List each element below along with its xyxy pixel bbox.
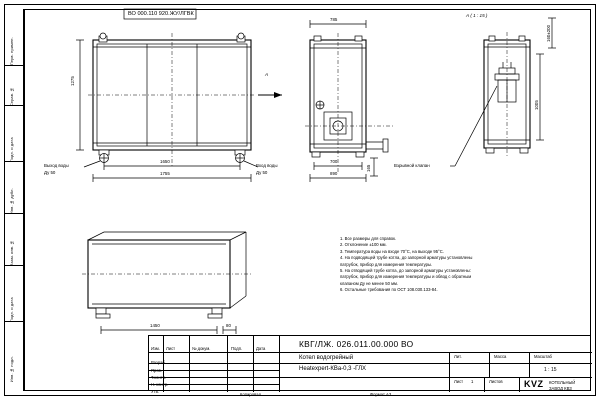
tb-role-prov: Пров. <box>151 368 163 373</box>
note-item: 1. Все размеры для справок. <box>340 236 397 241</box>
label-explosion-valve: Взрывной клапан <box>394 163 430 168</box>
margin-label-inv-podl: Инв. № подл. <box>10 356 14 382</box>
margin-label-inv-dubl: Инв. № дубл. <box>10 188 14 214</box>
tb-col-list: Лист <box>166 346 176 351</box>
tb-role-tkontr: Т.контр. <box>151 375 167 380</box>
detail-view-title: А ( 1 : 15 ) <box>466 13 488 18</box>
margin-label-perv-primen: Перв. примен. <box>10 37 14 65</box>
technical-notes <box>340 236 472 294</box>
label-water-outlet: Выход воды <box>44 163 69 168</box>
tb-role-nkontr: Н. контр. <box>151 382 169 387</box>
tb-col-nodokum: № докум. <box>192 346 211 351</box>
company-name-line1: КОТЕЛЬНЫЙ <box>549 380 576 385</box>
note-item: патрубок, прибор для измерения температуры и обвод с обратным <box>340 274 472 280</box>
section-arrow-label: А <box>265 72 269 77</box>
note-item: клапаном Ду не менее 50 мм. <box>340 280 399 286</box>
dim-160-200: 160±200 <box>546 24 551 42</box>
tb-role-utv: Утв. <box>151 389 159 394</box>
drawing-number: КВГ/ЛЖ. 026.011.00.000 ВО <box>299 339 414 349</box>
dim-785: 785 <box>330 17 338 22</box>
dim-165: 165 <box>366 164 371 172</box>
note-item: 5. На отводящей трубе котла, до запорной арматуры установлены: <box>340 268 471 274</box>
dim-1275: 1275 <box>70 76 75 86</box>
tb-lit: Лит. <box>454 354 462 359</box>
copy-label: Копировал <box>240 392 261 397</box>
label-water-inlet: Вход воды <box>256 163 278 168</box>
margin-label-sprav: Справ. № <box>10 87 14 106</box>
tb-sheet-label: Лист <box>454 379 464 384</box>
kvz-logo: KVZ <box>524 379 544 389</box>
note-item: 4. На подводящей трубе котла, до запорной арматуры установлены <box>340 255 473 261</box>
label-water-outlet-dn: Ду 50 <box>44 170 56 175</box>
tb-col-podp: Подп. <box>231 346 243 351</box>
tb-sheet-value: 1 <box>471 379 474 384</box>
note-item: патрубок, прибор для измерения температуры. <box>340 261 433 267</box>
margin-label-vzam-inv: Взам. инв. № <box>10 240 14 266</box>
label-water-inlet-dn: Ду 50 <box>256 170 268 175</box>
tb-scale-value: 1 : 15 <box>544 367 557 373</box>
note-item: 2. Отклонение ±100 мм. <box>340 242 387 248</box>
tb-masshtab: Масштаб <box>534 354 552 359</box>
dim-1650: 1650 <box>160 158 170 164</box>
top-code-label: ВО 000.110 920.ЖУ/ЛГВК <box>128 10 194 17</box>
margin-label-podp-data-2: Подп. и дата <box>10 297 14 322</box>
tb-col-izm: Изм. <box>151 346 160 351</box>
tb-massa: Масса <box>494 354 507 359</box>
dim-890: 890 <box>330 170 338 176</box>
dim-1755: 1755 <box>160 170 170 176</box>
product-name-line2: Heatexpert-КВа-0,3 -ГЛХ <box>299 366 367 372</box>
tb-col-data: Дата <box>256 346 266 351</box>
dim-1450: 1450 <box>150 322 160 328</box>
product-name-line1: Котел водогрейный <box>299 355 354 361</box>
company-name-line2: ЗАВОД КВЗ <box>549 386 572 391</box>
dim-700: 700 <box>330 158 338 164</box>
tb-role-razrab: Разраб. <box>151 360 167 365</box>
format-label: Формат А3 <box>370 392 392 397</box>
tb-sheets-label: Листов <box>489 379 503 384</box>
dim-1005: 1005 <box>534 100 539 110</box>
margin-label-podp-data-1: Подп. и дата <box>10 137 14 162</box>
dim-80: 80 <box>226 322 231 328</box>
note-item: 3. Температура воды на входе 70°С, на выходе 95°С. <box>340 248 444 254</box>
note-item: 6. Остальные требования по ОСТ 108.030.133-84. <box>340 287 438 293</box>
title-block <box>148 335 591 394</box>
